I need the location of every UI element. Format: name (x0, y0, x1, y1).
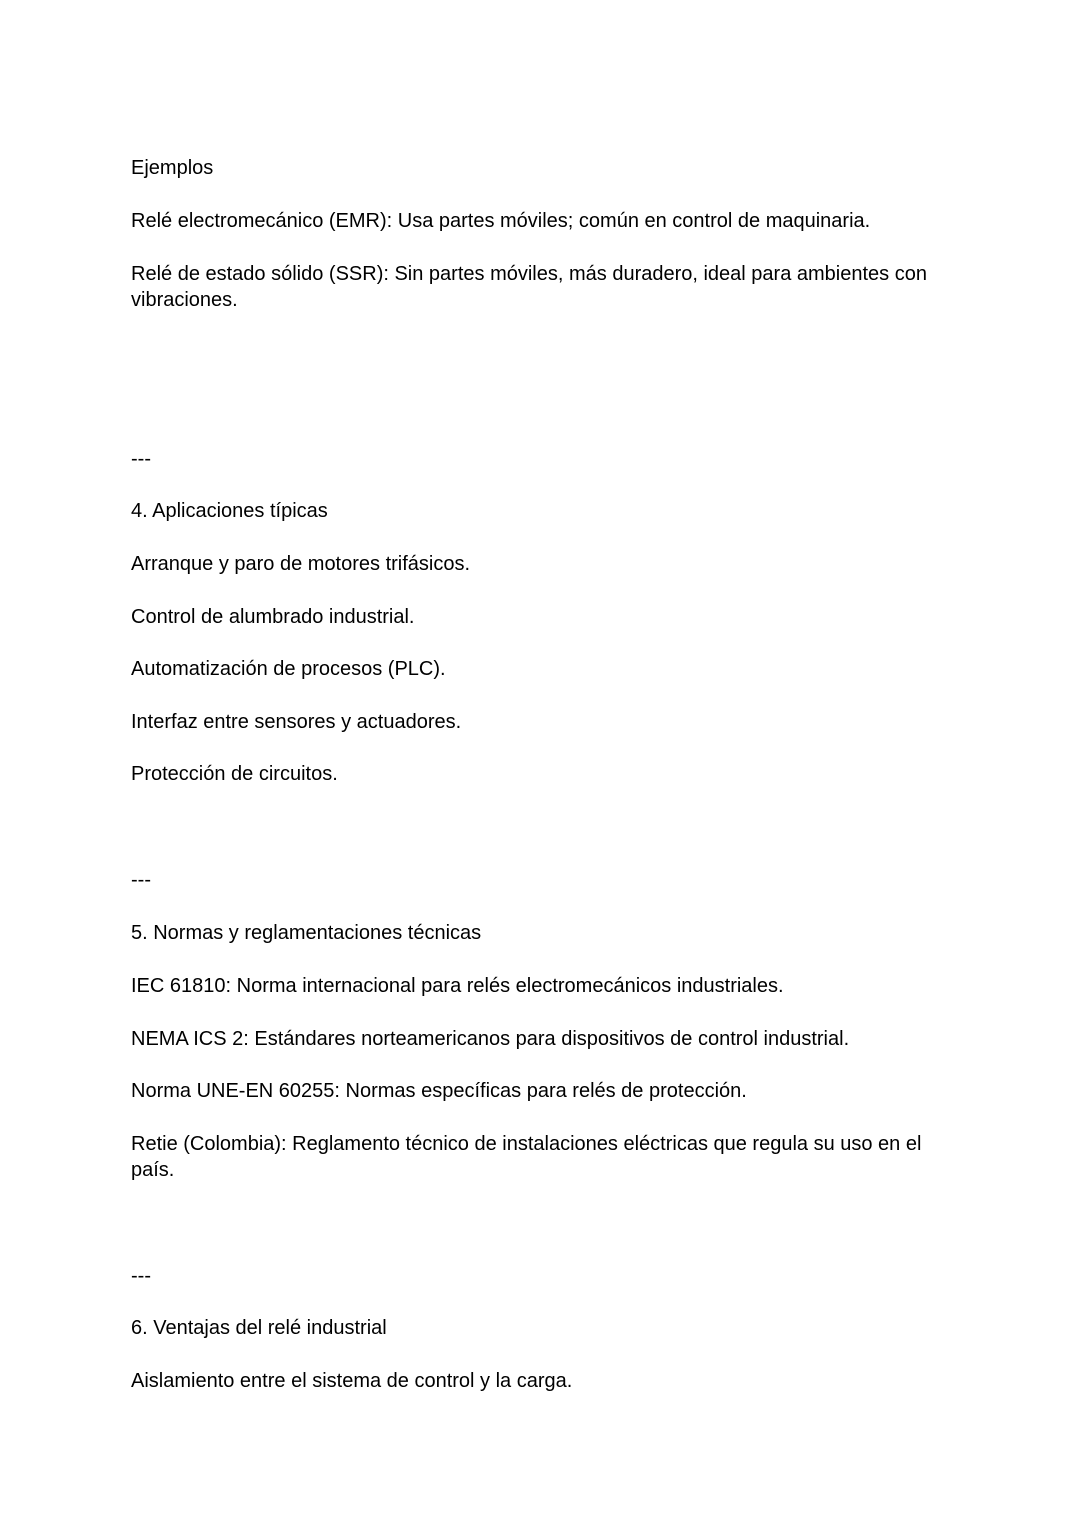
list-item: Aislamiento entre el sistema de control y la carga. (131, 1370, 573, 1392)
list-item: IEC 61810: Norma internacional para relés electromecánicos industriales. (131, 975, 784, 997)
list-item: Norma UNE-EN 60255: Normas específicas para relés de protección. (131, 1080, 747, 1102)
list-item: Retie (Colombia): Reglamento técnico de instalaciones eléctricas que regula su uso en el país. (131, 1133, 922, 1181)
example-item-ssr: Relé de estado sólido (SSR): Sin partes móviles, más duradero, ideal para ambientes con vibraciones. (131, 263, 927, 311)
section-5-heading: 5. Normas y reglamentaciones técnicas (131, 922, 482, 944)
list-item: Interfaz entre sensores y actuadores. (131, 711, 462, 733)
separator: --- (131, 869, 151, 891)
example-item-emr: Relé electromecánico (EMR): Usa partes móviles; común en control de maquinaria. (131, 210, 871, 232)
separator: --- (131, 448, 151, 470)
section-4-heading: 4. Aplicaciones típicas (131, 500, 328, 522)
examples-heading: Ejemplos (131, 157, 214, 179)
list-item: Arranque y paro de motores trifásicos. (131, 553, 471, 575)
separator: --- (131, 1265, 151, 1287)
list-item: NEMA ICS 2: Estándares norteamericanos para dispositivos de control industrial. (131, 1028, 850, 1050)
section-6-heading: 6. Ventajas del relé industrial (131, 1317, 387, 1339)
list-item: Automatización de procesos (PLC). (131, 658, 446, 680)
list-item: Protección de circuitos. (131, 763, 338, 785)
list-item: Control de alumbrado industrial. (131, 606, 415, 628)
